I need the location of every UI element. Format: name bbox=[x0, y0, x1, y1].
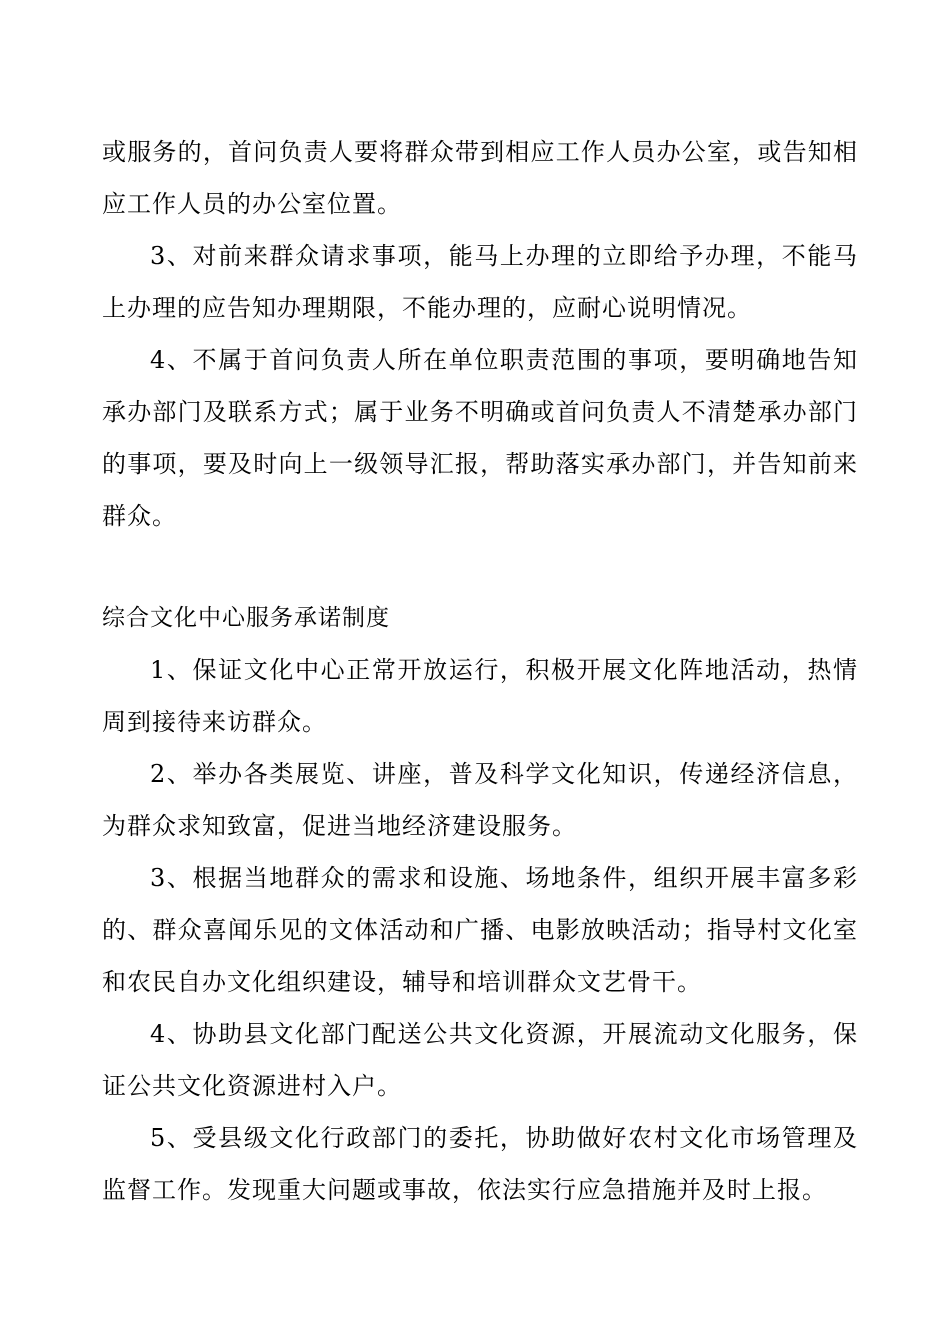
section-item-3: 3、根据当地群众的需求和设施、场地条件，组织开展丰富多彩的、群众喜闻乐见的文体活动和广播、电影放映活动；指导村文化室和农民自办文化组织建设，辅导和培训群众文艺骨干。 bbox=[102, 864, 858, 996]
paragraph-continuation: 或服务的，首问负责人要将群众带到相应工作人员办公室，或告知相应工作人员的办公室位置。 bbox=[102, 138, 858, 218]
section-item-2: 2、举办各类展览、讲座，普及科学文化知识，传递经济信息，为群众求知致富，促进当地经济建设服务。 bbox=[102, 760, 858, 840]
section-item-1: 1、保证文化中心正常开放运行，积极开展文化阵地活动，热情周到接待来访群众。 bbox=[102, 656, 858, 736]
section-item-4: 4、协助县文化部门配送公共文化资源，开展流动文化服务，保证公共文化资源进村入户。 bbox=[102, 1020, 858, 1100]
document-body bbox=[102, 126, 858, 1216]
section-item-5: 5、受县级文化行政部门的委托，协助做好农村文化市场管理及监督工作。发现重大问题或事故，依法实行应急措施并及时上报。 bbox=[102, 1124, 858, 1204]
paragraph-item-3: 3、对前来群众请求事项，能马上办理的立即给予办理，不能马上办理的应告知办理期限，不能办理的，应耐心说明情况。 bbox=[102, 242, 858, 322]
section-title: 综合文化中心服务承诺制度 bbox=[102, 605, 390, 631]
paragraph-item-4: 4、不属于首问负责人所在单位职责范围的事项，要明确地告知承办部门及联系方式；属于业务不明确或首问负责人不清楚承办部门的事项，要及时向上一级领导汇报，帮助落实承办部门，并告知前来群众。 bbox=[102, 346, 858, 530]
